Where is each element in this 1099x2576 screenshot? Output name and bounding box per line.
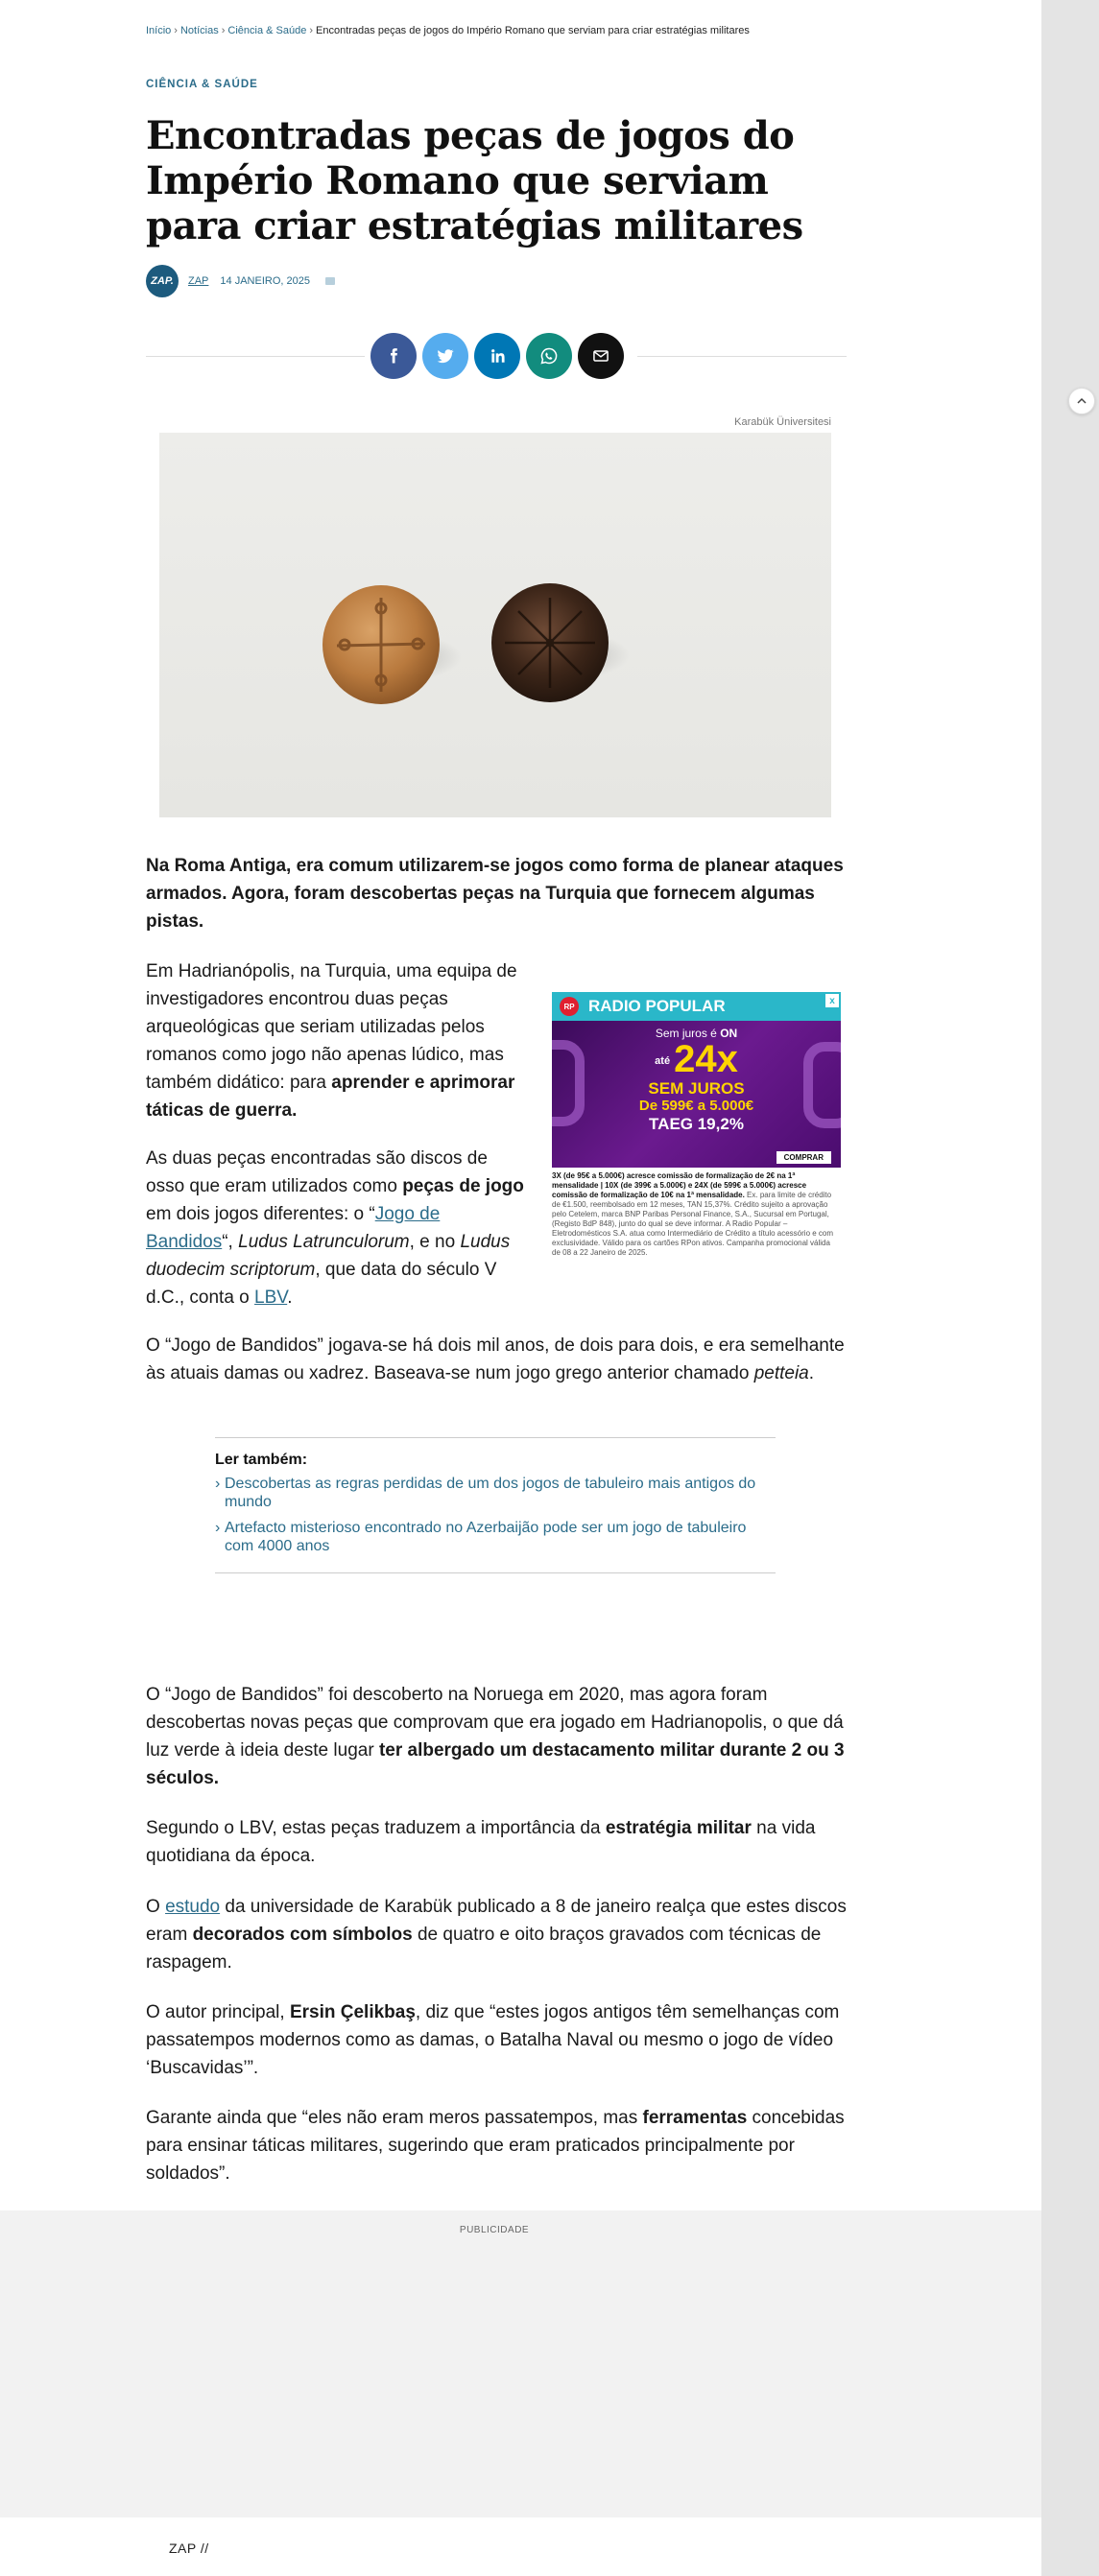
lbv-link[interactable]: LBV [254, 1288, 288, 1308]
ad-legal-bold: 3X (de 95€ a 5.000€) acresce comissão de formalização de 2€ na 1ª mensalidade | 10X (de 399€ a 5.000€) e 24X (de 599€ a 5.000€) acresce comissão de formalização de 10€ na 1ª mensalidade. [552, 1171, 807, 1199]
email-icon [591, 346, 610, 366]
author-link[interactable]: ZAP [188, 275, 209, 287]
bold-text: ter albergado um destacamento militar durante 2 ou 3 séculos. [146, 1740, 845, 1788]
ad-tagline-brand: ON [720, 1027, 738, 1040]
article-paragraph [146, 957, 530, 1124]
article-photo [159, 433, 831, 817]
footer-logo[interactable]: ZAP // [169, 2541, 209, 2556]
roman-game-discs-image [159, 433, 831, 817]
breadcrumb-inicio[interactable]: Início [146, 25, 172, 36]
italic-text: Ludus duodecim scriptorum [146, 1232, 511, 1280]
article-paragraph [146, 1998, 847, 2082]
advertising-area [0, 2210, 1041, 2517]
bold-text: Ersin Çelikbaş [289, 2002, 416, 2022]
text-run: Garante ainda que “eles não eram meros passatempos, mas [146, 2108, 643, 2128]
facebook-share-button[interactable] [370, 333, 417, 379]
bold-text: decorados com símbolos [192, 1925, 413, 1945]
ad-body [552, 1021, 841, 1139]
related-article-link[interactable]: › Descobertas as regras perdidas de um dos jogos de tabuleiro mais antigos do mundo [215, 1475, 776, 1511]
text-run: de quatro e oito braços gravados com técnicas de raspagem. [146, 1925, 822, 1973]
inline-ad[interactable] [552, 992, 841, 1258]
ad-brand: RADIO POPULAR [588, 997, 726, 1015]
text-run: “, [222, 1232, 239, 1252]
share-bar [146, 333, 847, 379]
text-run: , e no [409, 1232, 461, 1252]
share-divider-left [146, 356, 365, 357]
advertising-label: PUBLICIDADE [459, 2225, 530, 2235]
text-run: O “Jogo de Bandidos” foi descoberto na Noruega em 2020, mas agora foram descobertas novas peças que comprovam que era jogado em Hadrianopolis, o que dá luz verde à ideia deste lugar [146, 1685, 844, 1761]
scrollbar-track[interactable] [1041, 0, 1099, 2576]
breadcrumb-ciencia-saude[interactable]: Ciência & Saúde [227, 25, 307, 36]
text-run: O “Jogo de Bandidos” jogava-se há dois mil anos, de dois para dois, e era semelhante às atuais damas ou xadrez. Baseava-se num jogo grego anterior chamado [146, 1335, 845, 1383]
linkedin-share-button[interactable] [474, 333, 520, 379]
article-paragraph [146, 1681, 847, 1792]
photo-credit: Karabük Üniversitesi [734, 416, 831, 428]
related-title: Ler também: [215, 1452, 308, 1468]
breadcrumb-separator: › [221, 25, 226, 36]
article-paragraph [146, 1814, 847, 1870]
ad-sem-juros: SEM JUROS [648, 1079, 745, 1099]
bold-text: estratégia militar [605, 1818, 752, 1838]
article-paragraph [146, 2104, 847, 2187]
article-paragraph [146, 1332, 847, 1387]
text-run: O autor principal, [146, 2002, 290, 2022]
ad-buy-button[interactable]: COMPRAR [776, 1151, 831, 1164]
twitter-icon [436, 346, 455, 366]
footer [0, 2517, 1041, 2576]
comment-icon[interactable] [325, 277, 335, 285]
text-run: O [146, 1897, 166, 1917]
text-run: em dois jogos diferentes: o “ [146, 1204, 375, 1224]
chevron-up-icon [1076, 395, 1087, 407]
article-category[interactable]: CIÊNCIA & SAÚDE [146, 79, 258, 90]
radio-popular-logo-icon: RP [560, 997, 579, 1016]
text-run: . [287, 1288, 293, 1308]
italic-text: Ludus Latrunculorum [238, 1232, 410, 1252]
breadcrumb-current: Encontradas peças de jogos do Império Romano que serviam para criar estratégias militares [316, 25, 750, 36]
author-avatar[interactable]: ZAP. [146, 265, 179, 297]
scroll-to-top-button[interactable] [1068, 388, 1095, 414]
related-articles [215, 1437, 776, 1573]
ad-tagline-text: Sem juros é [655, 1027, 717, 1040]
ad-legal-regular: Ex. para limite de crédito de €1.500, reembolsado em 12 meses, TAN 15,37%. Crédito sujeito a aprovação pelo Cetelem, marca BNP Paribas Personal Finance, S.A., Sucursal em Portugal, (Registo BdP 848), junto do qual se deve informar. A Radio Popular – Eletrodomésticos S.A. atua como Intermediário de Crédito a título acessório e com exclusividade. Válido para os cartões RPon ativos. Campanha promocional válida de 08 a 22 Janeiro de 2025. [552, 1191, 834, 1257]
article-paragraph [146, 1893, 847, 1976]
article-lead: Na Roma Antiga, era comum utilizarem-se jogos como forma de planear ataques armados. Agora, foram descobertas peças na Turquia que fornecem algumas pistas. [146, 856, 844, 932]
breadcrumb-separator: › [309, 25, 314, 36]
publish-date: 14 JANEIRO, 2025 [220, 275, 310, 287]
text-run: Em Hadrianópolis, na Turquia, uma equipa de investigadores encontrou duas peças arqueológicas que seriam utilizadas pelos romanos como jogo não apenas lúdico, mas também didático: para [146, 961, 517, 1093]
text-run: , que data do século V d.C., conta o [146, 1260, 497, 1308]
text-run: As duas peças encontradas são discos de osso que eram utilizados como [146, 1148, 488, 1196]
ad-range: De 599€ a 5.000€ [638, 1098, 754, 1115]
article-paragraph [146, 1145, 530, 1312]
ad-big-number: 24x [674, 1038, 738, 1080]
article-title: Encontradas peças de jogos do Império Romano que serviam para criar estratégias militares [146, 113, 803, 248]
email-share-button[interactable] [578, 333, 624, 379]
linkedin-icon [489, 347, 506, 365]
bold-text: aprender e aprimorar táticas de guerra. [146, 1073, 515, 1121]
ad-taeg: TAEG 19,2% [649, 1115, 744, 1134]
italic-text: petteia [753, 1363, 809, 1383]
whatsapp-icon [539, 346, 559, 366]
estudo-link[interactable]: estudo [165, 1897, 221, 1917]
bold-text: ferramentas [642, 2108, 748, 2128]
breadcrumb-noticias[interactable]: Notícias [179, 25, 219, 36]
text-run: Segundo o LBV, estas peças traduzem a importância da [146, 1818, 606, 1838]
jogo-de-bandidos-link[interactable]: Jogo de Bandidos [146, 1204, 441, 1252]
text-run: da universidade de Karabük publicado a 8 de janeiro realça que estes discos eram [146, 1897, 847, 1945]
related-article-link[interactable]: › Artefacto misterioso encontrado no Azerbaijão pode ser um jogo de tabuleiro com 4000 anos [215, 1519, 776, 1555]
share-divider-right [637, 356, 847, 357]
ad-header [552, 992, 841, 1021]
byline [146, 265, 847, 297]
whatsapp-share-button[interactable] [526, 333, 572, 379]
ad-ate: até [655, 1055, 671, 1068]
ad-banner[interactable] [552, 1021, 841, 1168]
ad-close-icon[interactable]: x [825, 994, 839, 1007]
bold-text: peças de jogo [402, 1176, 524, 1196]
facebook-icon [385, 347, 402, 365]
text-run: concebidas para ensinar táticas militares, sugerindo que eram praticados principalmente por soldados”. [146, 2108, 845, 2184]
ad-headline [552, 1040, 841, 1080]
text-run: , diz que “estes jogos antigos têm semelhanças com passatempos modernos como as damas, o Batalha Naval ou mesmo o jogo de vídeo ‘Buscavidas’”. [146, 2002, 840, 2078]
twitter-share-button[interactable] [422, 333, 468, 379]
ad-legal-text [552, 1168, 841, 1258]
text-run: na vida quotidiana da época. [146, 1818, 816, 1866]
breadcrumb-separator: › [174, 25, 178, 36]
text-run: . [808, 1363, 815, 1383]
breadcrumb [146, 25, 847, 36]
